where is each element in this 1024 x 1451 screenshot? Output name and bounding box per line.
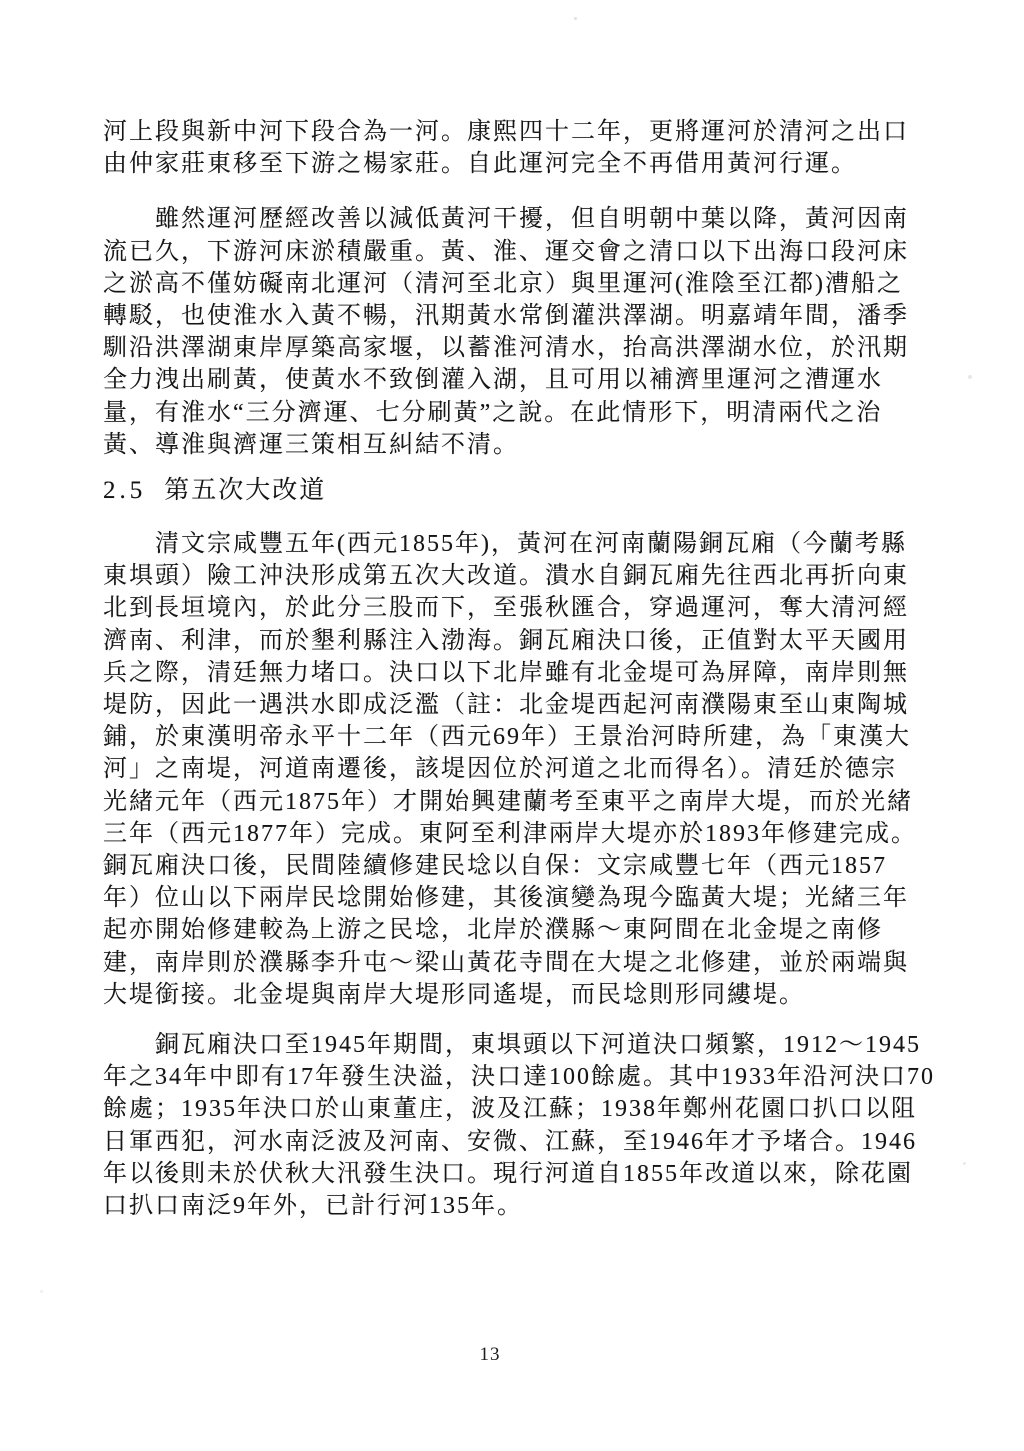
text-line: 銅瓦廂決口後，民間陸續修建民埝以自保：文宗咸豐七年（西元1857 (103, 853, 887, 880)
text-line: 馴沿洪澤湖東岸厚築高家堰，以蓄淮河清水，抬高洪澤湖水位，於汛期 (103, 335, 909, 362)
text-line: 濟南、利津，而於墾利縣注入渤海。銅瓦廂決口後，正值對太平天國用 (103, 627, 909, 654)
text-line: 北到長垣境內，於此分三股而下，至張秋匯合，穿過運河，奪大清河經 (103, 595, 909, 622)
text-line: 餘處；1935年決口於山東董庄，波及江蘇；1938年鄭州花園口扒口以阻 (103, 1096, 917, 1123)
text-line: 光緒元年（西元1875年）才開始興建蘭考至東平之南岸大堤，而於光緒 (103, 788, 913, 815)
text-block (103, 116, 943, 1222)
text-line: 鋪，於東漢明帝永平十二年（西元69年）王景治河時所建，為「東漢大 (103, 724, 911, 751)
text-line: 三年（西元1877年）完成。東阿至利津兩岸大堤亦於1893年修建完成。 (103, 820, 917, 847)
text-line: 轉駁，也使淮水入黃不暢，汛期黃水常倒灌洪澤湖。明嘉靖年間，潘季 (103, 303, 909, 330)
scan-artifact (963, 1162, 966, 1165)
text-line: 全力洩出刷黃，使黃水不致倒灌入湖，且可用以補濟里運河之漕運水 (103, 367, 883, 394)
text-line: 東埧頭）險工沖決形成第五次大改道。潰水自銅瓦廂先往西北再折向東 (103, 563, 909, 590)
text-line: 河」之南堤，河道南遷後，該堤因位於河道之北而得名）。清廷於德宗 (103, 756, 897, 783)
text-line: 年）位山以下兩岸民埝開始修建，其後演變為現今臨黃大堤；光緒三年 (103, 885, 909, 912)
text-line: 堤防，因此一遇洪水即成泛濫（註：北金堤西起河南濮陽東至山東陶城 (103, 692, 909, 719)
text-line: 建，南岸則於濮縣李升屯～梁山黃花寺間在大堤之北修建，並於兩端與 (103, 949, 909, 976)
text-line: 由仲家莊東移至下游之楊家莊。自此運河完全不再借用黃河行運。 (103, 151, 857, 178)
paragraph-breach-history (103, 1029, 943, 1222)
scan-artifact (40, 1290, 43, 1293)
scan-artifact (968, 375, 972, 379)
text-line: 雖然運河歷經改善以減低黃河干擾，但自明朝中葉以降，黃河因南 (103, 206, 909, 233)
text-line: 銅瓦廂決口至1945年期間，東埧頭以下河道決口頻繁，1912～1945 (103, 1032, 921, 1059)
text-line: 流已久，下游河床淤積嚴重。黃、淮、運交會之清口以下出海口段河床 (103, 238, 909, 265)
paragraph-canal-merge (103, 116, 943, 180)
text-line: 口扒口南泛9年外，已計行河135年。 (103, 1193, 523, 1220)
section-title: 第五次大改道 (164, 477, 327, 505)
scan-artifact (574, 17, 577, 20)
paragraph-canal-improvement (103, 203, 943, 461)
text-line: 兵之際，清廷無力堵口。決口以下北岸雖有北金堤可為屏障，南岸則無 (103, 659, 909, 686)
section-heading (103, 474, 943, 508)
text-line: 黃、導淮與濟運三策相互糾結不清。 (103, 431, 519, 458)
text-line: 清文宗咸豐五年(西元1855年)，黃河在河南蘭陽銅瓦廂（今蘭考縣 (103, 531, 907, 558)
text-line: 起亦開始修建較為上游之民埝，北岸於濮縣～東阿間在北金堤之南修 (103, 917, 883, 944)
text-line: 之淤高不僅妨礙南北運河（清河至北京）與里運河(淮陰至江都)漕船之 (103, 270, 903, 297)
section-number: 2.5 (103, 477, 147, 505)
text-line: 河上段與新中河下段合為一河。康熙四十二年，更將運河於清河之出口 (103, 119, 909, 145)
text-line: 年以後則未於伏秋大汛發生決口。現行河道自1855年改道以來，除花園 (103, 1160, 913, 1187)
page-number: 13 (479, 1344, 501, 1365)
paragraph-fifth-course-change (103, 528, 943, 1011)
text-line: 量，有淮水“三分濟運、七分刷黃”之說。在此情形下，明清兩代之治 (103, 399, 883, 426)
text-line: 大堤銜接。北金堤與南岸大堤形同遙堤，而民埝則形同縷堤。 (103, 981, 805, 1008)
text-line: 日軍西犯，河水南泛波及河南、安微、江蘇，至1946年才予堵合。1946 (103, 1128, 917, 1155)
text-line: 年之34年中即有17年發生決溢，決口達100餘處。其中1933年沿河決口70 (103, 1064, 935, 1091)
